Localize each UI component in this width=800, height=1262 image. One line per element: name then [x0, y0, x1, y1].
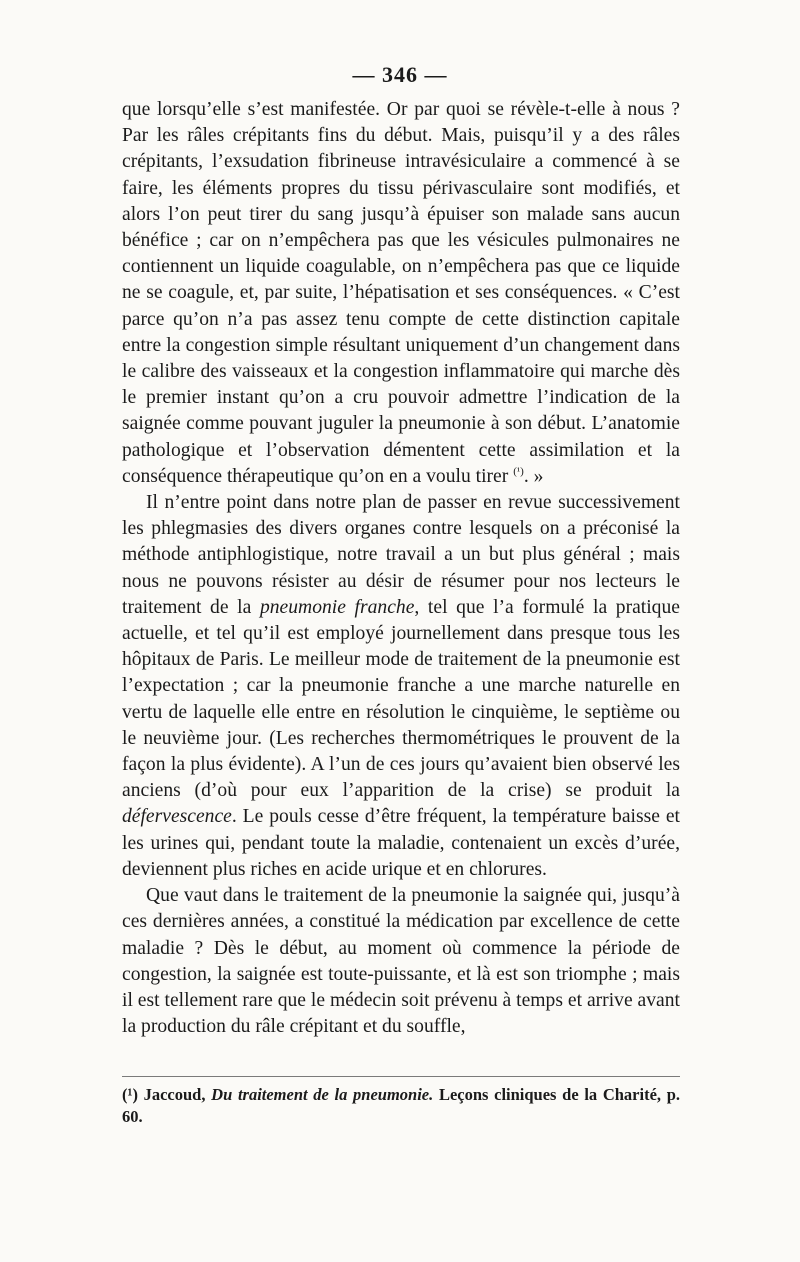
text-run: . »: [523, 465, 544, 487]
text-run: . Le pouls cesse d’être fréquent, la température baisse et les urines qui, pendant toute la maladie, contenaient un excès d’urée, deviennent plus riches en acide urique et en chlorures.: [122, 806, 680, 880]
footnote-marker: (¹): [513, 465, 524, 478]
italic-text: pneumonie franche: [259, 596, 415, 618]
page-number: — 346 —: [352, 62, 448, 87]
paragraph: [122, 490, 680, 883]
text-run: que lorsqu’elle s’est manifestée. Or par quoi se révèle-t-elle à nous ? Par les râles crépitants fins du début. Mais, puisqu’il y a des râles crépitants, l’exsudation fibrineuse intravésiculaire a commencé à se faire, les éléments propres du tissu périvasculaire sont modifiés, et alors l’on peut tirer du sang jusqu’à épuiser son malade sans aucun bénéfice ; car on n’empêchera pas que les vésicules pulmonaires ne contiennent un liquide coagulable, on n’empêchera pas que ce liquide ne se coagule, et, par suite, l’hépatisation et ses conséquences. « C’est parce qu’on n’a pas assez tenu compte de cette distinction capitale entre la congestion simple résultant uniquement d’un changement dans le calibre des vaisseaux et la congestion inflammatoire qui marche dès le premier instant qu’on a cru pouvoir admettre l’indication de la saignée comme pouvant juguler la pneumonie à son début. L’anatomie pathologique et l’observation démentent cette assimilation et la conséquence thérapeutique qu’on en a voulu tirer: [122, 99, 680, 487]
text-run: Que vaut dans le traitement de la pneumonie la saignée qui, jusqu’à ces dernières années, a constitué la médication par excellence de cette maladie ? Dès le début, au moment où commence la période de congestion, la saignée est toute-puissante, et là est son triomphe ; mais il est tellement rare que le médecin soit prévenu à temps et arrive avant la production du râle crépitant et du souffle,: [122, 885, 680, 1038]
paragraph: [122, 97, 680, 490]
text-run: Il n’entre point dans notre plan de passer en revue successivement les phlegmasies des divers organes contre lesquels on a préconisé la méthode antiphlogistique, notre travail a un but plus général ; mais nous ne pouvons résister au désir de résumer pour nos lecteurs le traitement de la: [122, 492, 680, 618]
footnote: [122, 1084, 680, 1128]
italic-text: défervescence: [122, 806, 232, 828]
body-text: [122, 97, 680, 1040]
text-run: (¹) Jaccoud,: [122, 1085, 212, 1104]
footnote-rule: [122, 1076, 680, 1077]
text-run: , tel que l’a formulé la pratique actuelle, et tel qu’il est employé journellement dans presque tous les hôpitaux de Paris. Le meilleur mode de traitement de la pneumonie est l’expectation ; car la pneumonie franche a une marche naturelle en vertu de laquelle elle entre en résolution le cinquième, le septième ou le neuvième jour. (Les recherches thermométriques le prouvent de la façon la plus évidente). A l’un de ces jours qu’avaient bien observé les anciens (d’où pour eux l’apparition de la crise) se produit la: [122, 596, 680, 802]
italic-text: Du traitement de la pneumonie.: [211, 1085, 434, 1104]
paragraph: [122, 883, 680, 1040]
text-run: Leçons cliniques de la Charité, p. 60.: [122, 1085, 680, 1126]
